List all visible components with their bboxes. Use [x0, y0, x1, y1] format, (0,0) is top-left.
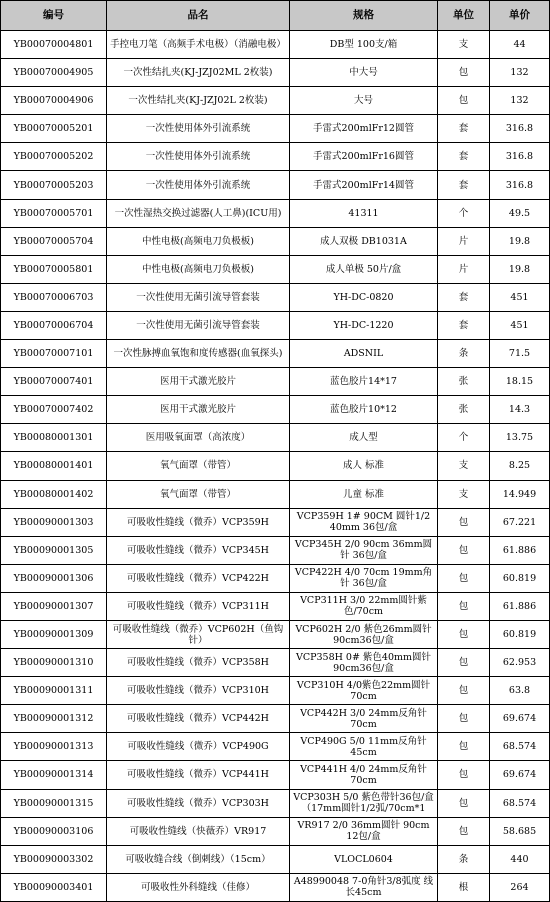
- cell-unit-price: 18.15: [490, 368, 550, 396]
- cell-unit-price: 61.886: [490, 536, 550, 564]
- cell-specification: VCP303H 5/0 紫色带针36包/盒（17mm圆针1/2弧/70cm*1: [290, 789, 438, 817]
- cell-specification: VCP441H 4/0 24mm反角针 70cm: [290, 761, 438, 789]
- cell-specification: VCP602H 2/0 紫色26mm圆针 90cm36包/盒: [290, 620, 438, 648]
- cell-unit: 套: [438, 283, 490, 311]
- header-row: [1, 1, 550, 31]
- cell-unit: 张: [438, 396, 490, 424]
- cell-unit: 包: [438, 564, 490, 592]
- cell-unit-price: 14.3: [490, 396, 550, 424]
- cell-unit: 条: [438, 340, 490, 368]
- cell-product-name: 可吸收性缝线（微乔）VCP311H: [107, 592, 290, 620]
- header-specification: 规格: [290, 1, 438, 31]
- table-row: [1, 31, 550, 59]
- cell-specification: 大号: [290, 87, 438, 115]
- cell-unit-price: 62.953: [490, 649, 550, 677]
- cell-code: YB00080001301: [1, 424, 107, 452]
- cell-unit-price: 49.5: [490, 199, 550, 227]
- cell-code: YB00070004906: [1, 87, 107, 115]
- header-unit: 单位: [438, 1, 490, 31]
- cell-unit: 包: [438, 508, 490, 536]
- cell-product-name: 可吸收性缝线（微乔）VCP602H（鱼钩针）: [107, 620, 290, 648]
- cell-unit: 支: [438, 480, 490, 508]
- cell-specification: 手雷式200mlFr16圆管: [290, 143, 438, 171]
- table-row: [1, 227, 550, 255]
- cell-unit: 片: [438, 255, 490, 283]
- cell-unit-price: 69.674: [490, 761, 550, 789]
- table-row: [1, 424, 550, 452]
- table-row: [1, 845, 550, 873]
- cell-unit-price: 14.949: [490, 480, 550, 508]
- table-row: [1, 143, 550, 171]
- cell-unit: 包: [438, 677, 490, 705]
- cell-specification: VCP345H 2/0 90cm 36mm圆针 36包/盒: [290, 536, 438, 564]
- cell-unit-price: 451: [490, 311, 550, 339]
- cell-unit-price: 60.819: [490, 620, 550, 648]
- cell-code: YB00070005202: [1, 143, 107, 171]
- cell-product-name: 一次性使用无菌引流导管套装: [107, 311, 290, 339]
- cell-product-name: 一次性湿热交换过滤器(人工鼻)(ICU用): [107, 199, 290, 227]
- cell-code: YB00070005704: [1, 227, 107, 255]
- cell-unit-price: 68.574: [490, 733, 550, 761]
- cell-product-name: 医用干式激光胶片: [107, 396, 290, 424]
- cell-code: YB00090001309: [1, 620, 107, 648]
- cell-product-name: 可吸收性外科缝线（佳修）: [107, 873, 290, 901]
- cell-specification: VCP358H 0# 紫色40mm圆针 90cm36包/盒: [290, 649, 438, 677]
- table-row: [1, 368, 550, 396]
- cell-unit-price: 13.75: [490, 424, 550, 452]
- cell-unit: 包: [438, 789, 490, 817]
- cell-unit-price: 132: [490, 59, 550, 87]
- table-row: [1, 508, 550, 536]
- table-row: [1, 340, 550, 368]
- cell-specification: YH-DC-1220: [290, 311, 438, 339]
- table-row: [1, 396, 550, 424]
- cell-specification: ADSNIL: [290, 340, 438, 368]
- cell-product-name: 手控电刀笔（高频手术电极）（消融电极）: [107, 31, 290, 59]
- cell-product-name: 一次性使用体外引流系统: [107, 143, 290, 171]
- table-row: [1, 115, 550, 143]
- cell-product-name: 可吸收性缝线（微乔）VCP358H: [107, 649, 290, 677]
- cell-specification: VR917 2/0 36mm圆针 90cm 12包/盒: [290, 817, 438, 845]
- cell-specification: VCP422H 4/0 70cm 19mm角针 36包/盒: [290, 564, 438, 592]
- cell-unit: 包: [438, 620, 490, 648]
- cell-specification: VCP311H 3/0 22mm圆针紫色/70cm: [290, 592, 438, 620]
- cell-unit-price: 8.25: [490, 452, 550, 480]
- cell-product-name: 可吸收性缝线（微乔）VCP441H: [107, 761, 290, 789]
- table-row: [1, 283, 550, 311]
- header-product-name: 品名: [107, 1, 290, 31]
- cell-unit-price: 63.8: [490, 677, 550, 705]
- table-row: [1, 733, 550, 761]
- table-row: [1, 480, 550, 508]
- cell-unit-price: 68.574: [490, 789, 550, 817]
- cell-specification: 成人双极 DB1031A: [290, 227, 438, 255]
- cell-code: YB00090001305: [1, 536, 107, 564]
- cell-code: YB00090003302: [1, 845, 107, 873]
- cell-unit-price: 67.221: [490, 508, 550, 536]
- cell-code: YB00070006703: [1, 283, 107, 311]
- table-row: [1, 705, 550, 733]
- cell-specification: VCP310H 4/0紫色22mm圆针 70cm: [290, 677, 438, 705]
- cell-specification: VLOCL0604: [290, 845, 438, 873]
- cell-product-name: 一次性脉搏血氧饱和度传感器(血氧探头): [107, 340, 290, 368]
- cell-specification: VCP490G 5/0 11mm反角针 45cm: [290, 733, 438, 761]
- cell-product-name: 医用吸氧面罩（高浓度）: [107, 424, 290, 452]
- cell-unit: 根: [438, 873, 490, 901]
- cell-product-name: 一次性使用体外引流系统: [107, 115, 290, 143]
- cell-unit-price: 71.5: [490, 340, 550, 368]
- cell-code: YB00090001314: [1, 761, 107, 789]
- cell-unit-price: 58.685: [490, 817, 550, 845]
- cell-code: YB00090001303: [1, 508, 107, 536]
- table-row: [1, 873, 550, 901]
- cell-unit-price: 19.8: [490, 255, 550, 283]
- cell-code: YB00090003401: [1, 873, 107, 901]
- cell-code: YB00070005801: [1, 255, 107, 283]
- cell-unit-price: 44: [490, 31, 550, 59]
- cell-code: YB00070005701: [1, 199, 107, 227]
- cell-unit: 包: [438, 733, 490, 761]
- cell-code: YB00070007401: [1, 368, 107, 396]
- cell-specification: 41311: [290, 199, 438, 227]
- table-row: [1, 761, 550, 789]
- table-row: [1, 677, 550, 705]
- cell-unit: 套: [438, 311, 490, 339]
- cell-code: YB00080001402: [1, 480, 107, 508]
- cell-product-name: 一次性使用体外引流系统: [107, 171, 290, 199]
- cell-unit: 包: [438, 87, 490, 115]
- header-code: 编号: [1, 1, 107, 31]
- cell-product-name: 氧气面罩（带管）: [107, 480, 290, 508]
- cell-code: YB00080001401: [1, 452, 107, 480]
- cell-product-name: 中性电极(高频电刀负极板): [107, 227, 290, 255]
- cell-unit: 包: [438, 705, 490, 733]
- table-row: [1, 789, 550, 817]
- cell-unit-price: 61.886: [490, 592, 550, 620]
- cell-product-name: 可吸收性缝线（微乔）VCP490G: [107, 733, 290, 761]
- cell-specification: 手雷式200mlFr12圆管: [290, 115, 438, 143]
- cell-unit: 支: [438, 31, 490, 59]
- cell-code: YB00070006704: [1, 311, 107, 339]
- cell-specification: 蓝色胶片10*12: [290, 396, 438, 424]
- cell-unit-price: 316.8: [490, 171, 550, 199]
- cell-code: YB00090001313: [1, 733, 107, 761]
- cell-unit: 包: [438, 59, 490, 87]
- cell-code: YB00090001307: [1, 592, 107, 620]
- cell-code: YB00090003106: [1, 817, 107, 845]
- cell-code: YB00070004905: [1, 59, 107, 87]
- cell-product-name: 可吸收性缝线（微乔）VCP359H: [107, 508, 290, 536]
- cell-specification: DB型 100支/箱: [290, 31, 438, 59]
- cell-unit: 个: [438, 424, 490, 452]
- cell-specification: YH-DC-0820: [290, 283, 438, 311]
- table-row: [1, 171, 550, 199]
- cell-unit-price: 316.8: [490, 115, 550, 143]
- cell-specification: 手雷式200mlFr14圆管: [290, 171, 438, 199]
- cell-code: YB00090001306: [1, 564, 107, 592]
- cell-product-name: 可吸收性缝线（微乔）VCP303H: [107, 789, 290, 817]
- cell-code: YB00070007402: [1, 396, 107, 424]
- cell-product-name: 一次性使用无菌引流导管套装: [107, 283, 290, 311]
- table-row: [1, 592, 550, 620]
- cell-code: YB00090001310: [1, 649, 107, 677]
- table-row: [1, 649, 550, 677]
- cell-product-name: 可吸收缝合线（倒刺线）（15cm）: [107, 845, 290, 873]
- cell-code: YB00070005201: [1, 115, 107, 143]
- cell-product-name: 氧气面罩（带管）: [107, 452, 290, 480]
- cell-unit-price: 316.8: [490, 143, 550, 171]
- cell-unit: 支: [438, 452, 490, 480]
- cell-product-name: 医用干式激光胶片: [107, 368, 290, 396]
- cell-unit: 包: [438, 649, 490, 677]
- cell-unit: 包: [438, 761, 490, 789]
- table-row: [1, 311, 550, 339]
- cell-unit-price: 60.819: [490, 564, 550, 592]
- cell-unit-price: 132: [490, 87, 550, 115]
- cell-product-name: 可吸收性缝线（快薇乔）VR917: [107, 817, 290, 845]
- cell-specification: VCP442H 3/0 24mm反角针 70cm: [290, 705, 438, 733]
- table-row: [1, 199, 550, 227]
- cell-product-name: 可吸收性缝线（微乔）VCP310H: [107, 677, 290, 705]
- table-row: [1, 452, 550, 480]
- cell-unit: 个: [438, 199, 490, 227]
- cell-unit: 套: [438, 143, 490, 171]
- cell-specification: 蓝色胶片14*17: [290, 368, 438, 396]
- header-unit-price: 单价: [490, 1, 550, 31]
- cell-unit: 包: [438, 592, 490, 620]
- cell-code: YB00090001311: [1, 677, 107, 705]
- cell-unit: 包: [438, 536, 490, 564]
- table-row: [1, 620, 550, 648]
- cell-unit: 包: [438, 817, 490, 845]
- cell-unit-price: 19.8: [490, 227, 550, 255]
- cell-unit-price: 440: [490, 845, 550, 873]
- table-row: [1, 536, 550, 564]
- table-row: [1, 564, 550, 592]
- cell-product-name: 可吸收性缝线（微乔）VCP422H: [107, 564, 290, 592]
- cell-unit: 套: [438, 115, 490, 143]
- cell-specification: 儿童 标准: [290, 480, 438, 508]
- cell-specification: A48990048 7-0角针3/8弧度 线长45cm: [290, 873, 438, 901]
- cell-code: YB00070007101: [1, 340, 107, 368]
- cell-product-name: 中性电极(高频电刀负极板): [107, 255, 290, 283]
- cell-unit: 张: [438, 368, 490, 396]
- table-row: [1, 255, 550, 283]
- cell-product-name: 一次性结扎夹(KJ-JZJ02L 2枚装): [107, 87, 290, 115]
- cell-unit: 套: [438, 171, 490, 199]
- table-row: [1, 817, 550, 845]
- cell-specification: 成人 标准: [290, 452, 438, 480]
- cell-specification: 中大号: [290, 59, 438, 87]
- cell-unit-price: 69.674: [490, 705, 550, 733]
- cell-unit: 条: [438, 845, 490, 873]
- cell-unit-price: 451: [490, 283, 550, 311]
- cell-product-name: 可吸收性缝线（微乔）VCP345H: [107, 536, 290, 564]
- cell-specification: VCP359H 1# 90CM 圆针1/2 40mm 36包/盒: [290, 508, 438, 536]
- cell-code: YB00090001315: [1, 789, 107, 817]
- cell-code: YB00090001312: [1, 705, 107, 733]
- cell-specification: 成人型: [290, 424, 438, 452]
- cell-code: YB00070005203: [1, 171, 107, 199]
- cell-unit: 片: [438, 227, 490, 255]
- table-row: [1, 59, 550, 87]
- cell-specification: 成人单极 50片/盒: [290, 255, 438, 283]
- cell-product-name: 可吸收性缝线（微乔）VCP442H: [107, 705, 290, 733]
- cell-product-name: 一次性结扎夹(KJ-JZJ02ML 2枚装): [107, 59, 290, 87]
- cell-unit-price: 264: [490, 873, 550, 901]
- cell-code: YB00070004801: [1, 31, 107, 59]
- table-row: [1, 87, 550, 115]
